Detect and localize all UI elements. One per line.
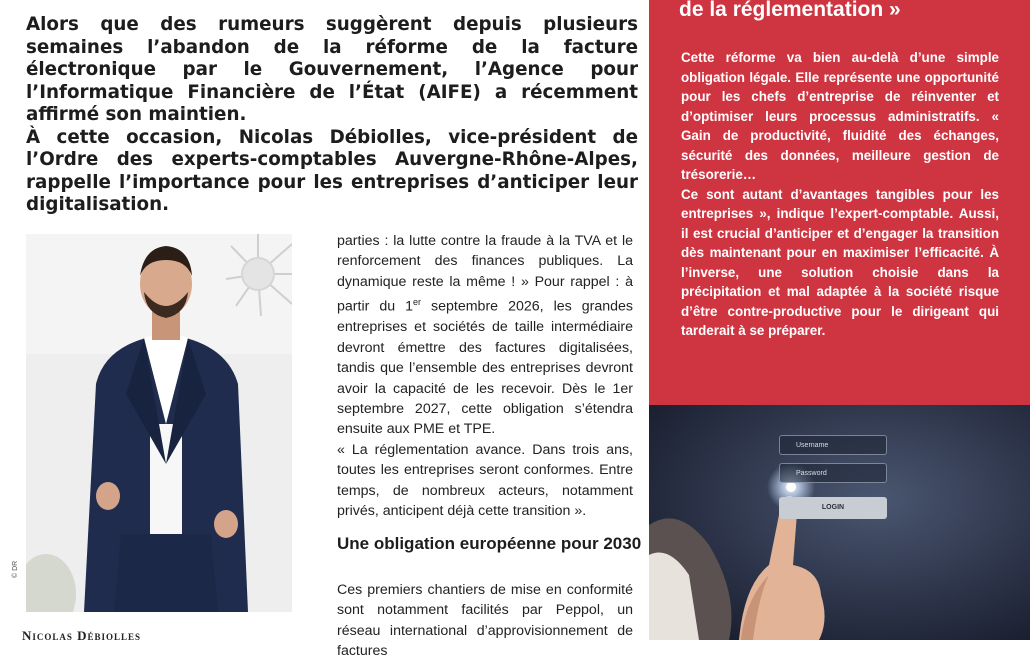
portrait-photo xyxy=(26,234,292,612)
column-paragraph-3: Ces premiers chantiers de mise en conformité sont notamment facilités par Peppol, un réseau international d’approvisionnement de factures xyxy=(337,582,633,660)
article-column-continued xyxy=(337,580,633,662)
sidebar-body xyxy=(681,48,999,341)
sidebar-box xyxy=(649,0,1030,405)
intro-paragraph-2: À cette occasion, Nicolas Débiolles, vice-président de l’Ordre des experts-comptables Auvergne-Rhône-Alpes, rappelle l’importance pour les entreprises d’anticiper leur digitalisation. xyxy=(26,126,638,215)
photo-caption: Nicolas Débiolles xyxy=(22,628,142,643)
article-intro xyxy=(26,14,638,217)
photo-credit: © DR xyxy=(12,560,19,578)
username-field: Username xyxy=(779,435,887,455)
intro-paragraph-1: Alors que des rumeurs suggèrent depuis plusieurs semaines l’abandon de la réforme de la facture électronique par le Gouvernement, l’Agence pour l’Informatique Financière de l’État (AIFE) a récemment affirmé son maintien. xyxy=(26,14,638,125)
password-field: Password xyxy=(779,463,887,483)
sidebar-paragraph-1: Cette réforme va bien au-delà d’une simple obligation légale. Elle représente une opportunité pour les chefs d’entreprise de réinventer et d’optimiser leurs processus administratifs. « Gain de productivité, fluidité des échanges, sécurité des données, meilleure gestion de trésorerie… xyxy=(681,50,999,182)
login-illustration xyxy=(649,405,1030,640)
column-paragraph-1: parties : la lutte contre la fraude à la TVA et le renforcement des finances publiques. La dynamique reste la même ! » Pour rappel : à partir du 1er septembre 2026, les grandes entreprises et sociétés de taille intermédiaire devront émettre des factures digitalisées, tandis que l’ensemble des entreprises devront avoir la capacité de les recevoir. Dès le 1er septembre 2027, cette obligation s’étendra ensuite aux PME et TPE. xyxy=(337,233,633,438)
sidebar-heading: de la réglementation » xyxy=(679,0,901,21)
sidebar-paragraph-2: Ce sont autant d’avantages tangibles pour les entreprises », indique l’expert-comptable. Aussi, il est crucial d’anticiper et d’engager la transition dès maintenant pour en maximiser l’efficacité. À l’inverse, une solution choisie dans la précipitation et mal adaptée à la société risque d’être contre-productive pour le dirigeant qui tarderait à se préparer. xyxy=(681,186,999,338)
column-paragraph-2: « La réglementation avance. Dans trois ans, toutes les entreprises seront conformes. Entre temps, de nombreux acteurs, notamment privés, anticipent déjà cette transition ». xyxy=(337,441,633,520)
section-subheading: Une obligation européenne pour 2030 xyxy=(337,534,642,553)
article-column xyxy=(337,231,633,521)
login-button: LOGIN xyxy=(779,497,887,519)
